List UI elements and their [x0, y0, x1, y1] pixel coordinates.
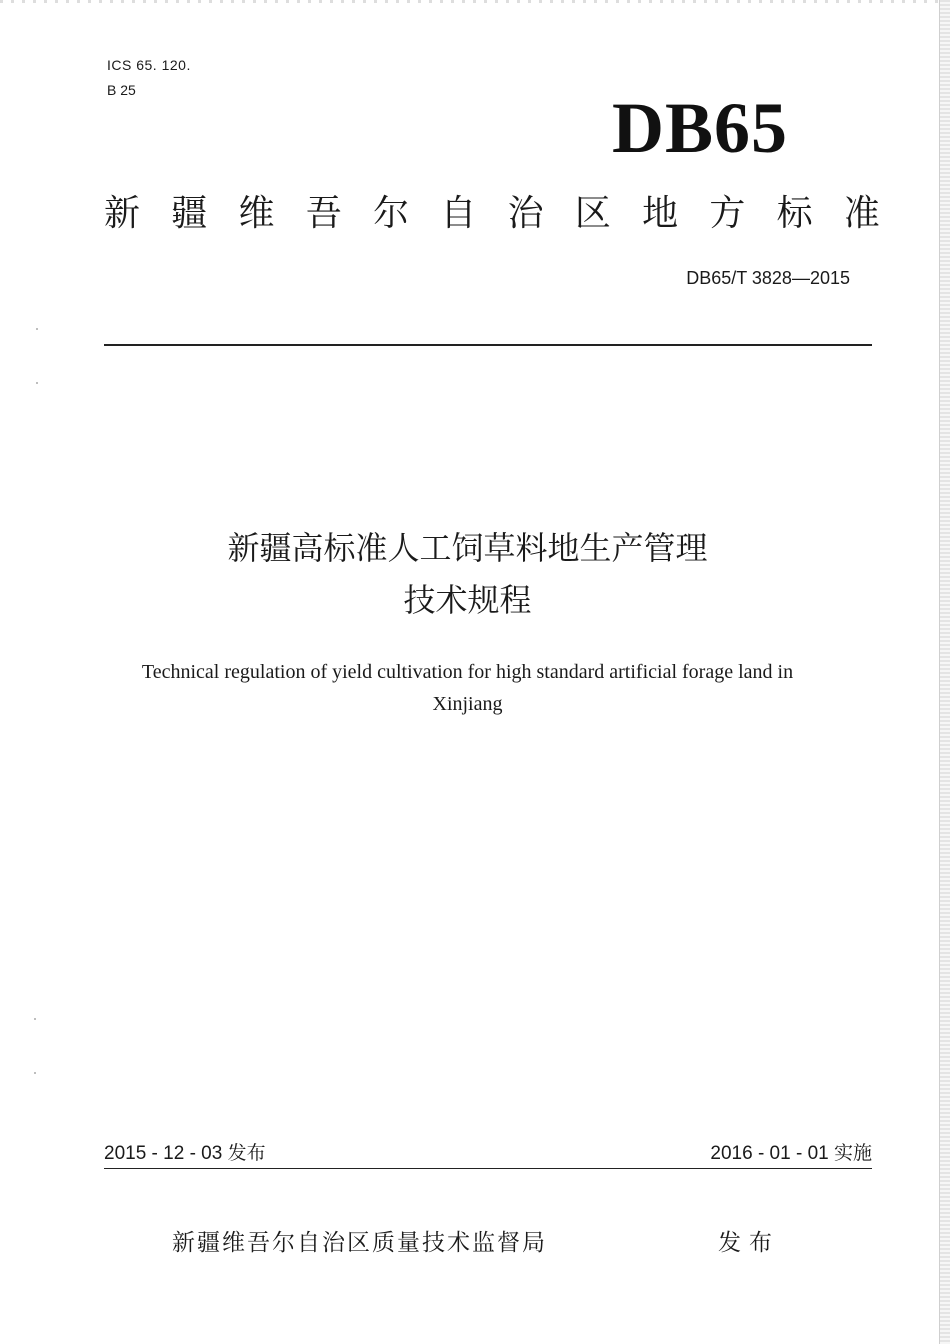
standard-number: DB65/T 3828—2015: [686, 268, 850, 288]
chinese-title-line-2: 技术规程: [403, 581, 532, 619]
dates-row: [104, 1140, 872, 1169]
chinese-title: [0, 522, 935, 626]
scan-speck: [36, 382, 38, 384]
english-title-line-1: Technical regulation of yield cultivation for high standard artificial forage land in: [141, 661, 794, 683]
standard-type-char: 标: [776, 193, 813, 234]
standard-type-char: 区: [574, 193, 611, 234]
standard-type-char: 治: [507, 193, 544, 234]
standard-type-char: 吾: [305, 193, 342, 234]
issue-date: 2015 - 12 - 03 发布: [104, 1143, 266, 1164]
scan-speck: [34, 1072, 36, 1074]
issuing-authority: 新疆维吾尔自治区质量技术监督局: [172, 1230, 547, 1256]
standard-type-char: 新: [104, 193, 141, 234]
standard-type-char: 疆: [171, 193, 208, 234]
scan-speck: [36, 328, 38, 330]
english-title: [0, 656, 935, 720]
standard-type-char: 准: [843, 193, 880, 234]
scan-speck: [34, 1018, 36, 1020]
standard-type-heading: [104, 190, 880, 238]
ics-code: ICS 65. 120.: [107, 57, 191, 73]
standard-type-char: 方: [709, 193, 746, 234]
effective-date: 2016 - 01 - 01 实施: [710, 1143, 872, 1164]
scan-top-edge: [0, 0, 950, 3]
standard-logo: DB65: [612, 88, 789, 168]
chinese-title-line-1: 新疆高标准人工饲草料地生产管理: [227, 529, 708, 567]
english-title-line-2: Xinjiang: [432, 693, 503, 715]
standard-type-char: 自: [440, 193, 477, 234]
standard-type-char: 地: [642, 193, 679, 234]
header-divider: [104, 344, 872, 346]
standard-type-char: 尔: [373, 193, 410, 234]
classification-code: B 25: [107, 82, 136, 98]
publish-label: 发布: [718, 1230, 780, 1256]
scan-right-edge: [939, 0, 950, 1344]
standard-type-char: 维: [238, 193, 275, 234]
